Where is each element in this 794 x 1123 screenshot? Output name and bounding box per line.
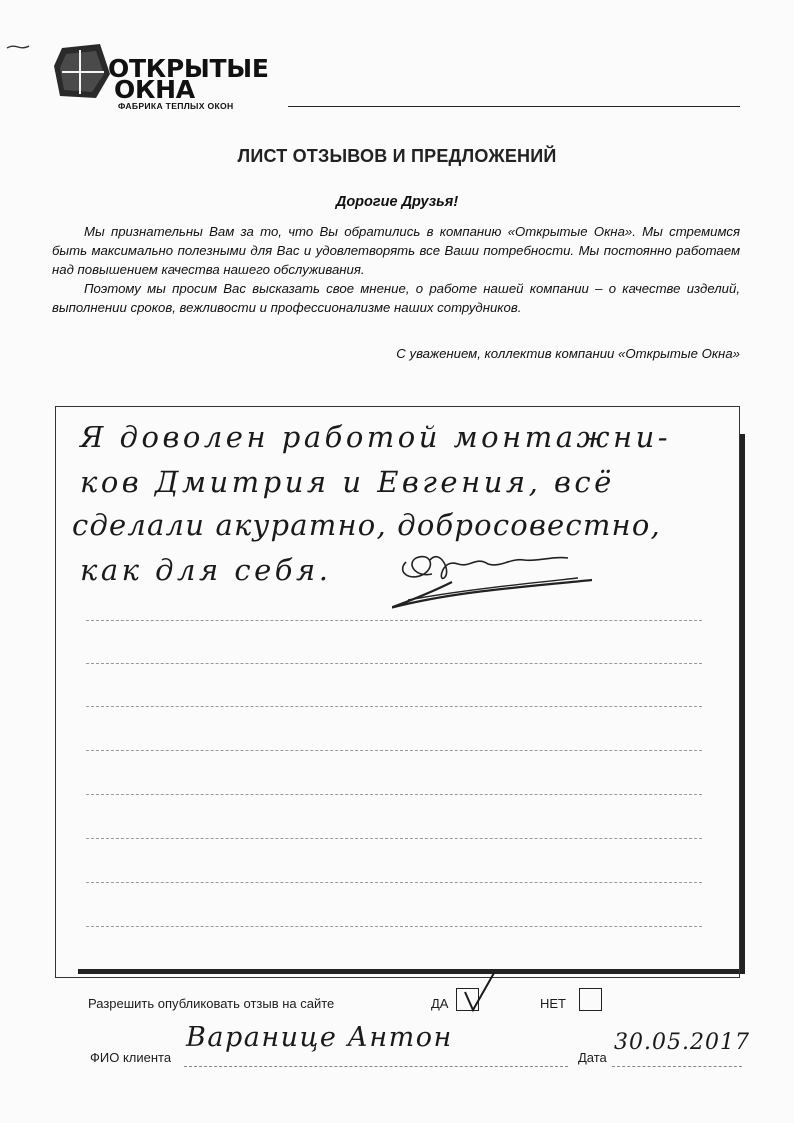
writing-line: [86, 926, 702, 927]
review-line-3: сделали акуратно, добросовестно,: [72, 508, 661, 542]
greeting: Дорогие Друзья!: [335, 194, 459, 210]
review-box-shadow-right: [740, 434, 745, 970]
writing-line: [86, 620, 702, 621]
client-name-line: [184, 1066, 568, 1067]
window-logo-icon: [52, 44, 112, 100]
paper-clip-mark: [6, 44, 30, 50]
review-line-1: Я доволен работой монтажни-: [80, 420, 672, 454]
date-label: Дата: [578, 1050, 607, 1065]
review-line-4: как для себя.: [80, 553, 332, 587]
intro-text: [52, 222, 740, 317]
check-mark-icon: [460, 970, 500, 1014]
brand-name-line2: ОКНА: [114, 75, 195, 104]
header-rule: [288, 106, 740, 107]
writing-line: [86, 838, 702, 839]
review-line-2: ков Дмитрия и Евгения, всё: [80, 465, 615, 499]
client-name-label: ФИО клиента: [90, 1050, 172, 1065]
regards-line: С уважением, коллектив компании «Открытые Окна»: [396, 346, 740, 361]
writing-line: [86, 882, 702, 883]
writing-line: [86, 794, 702, 795]
date-line: [612, 1066, 742, 1067]
signature-mark: [392, 538, 592, 618]
writing-line: [86, 663, 702, 664]
page-title: ЛИСТ ОТЗЫВОВ И ПРЕДЛОЖЕНИЙ: [237, 146, 557, 166]
client-name-value[interactable]: Вараницe Антон: [186, 1022, 453, 1053]
writing-line: [86, 706, 702, 707]
publish-permission-label: Разрешить опубликовать отзыв на сайте: [88, 996, 335, 1011]
intro-paragraph-2: Поэтому мы просим Вас высказать свое мнение, о работе нашей компании – о качестве изделий, выполнении сроков, вежливости и профессионализме наших сотрудников.: [52, 281, 740, 315]
no-checkbox[interactable]: [579, 988, 602, 1011]
brand-name-line1: ОТКРЫТЫЕ: [108, 54, 269, 83]
date-value[interactable]: 30.05.2017: [614, 1030, 750, 1055]
no-label: НЕТ: [540, 996, 566, 1011]
brand-tagline: ФАБРИКА ТЕПЛЫХ ОКОН: [118, 101, 234, 111]
yes-label: ДА: [431, 996, 449, 1011]
writing-line: [86, 750, 702, 751]
intro-paragraph-1: Мы признательны Вам за то, что Вы обратились в компанию «Открытые Окна». Мы стремимся быть максимально полезными для Вас и удовлетворять все Ваши потребности. Мы постоянно работаем над повышением качества нашего обслуживания.: [52, 224, 740, 277]
